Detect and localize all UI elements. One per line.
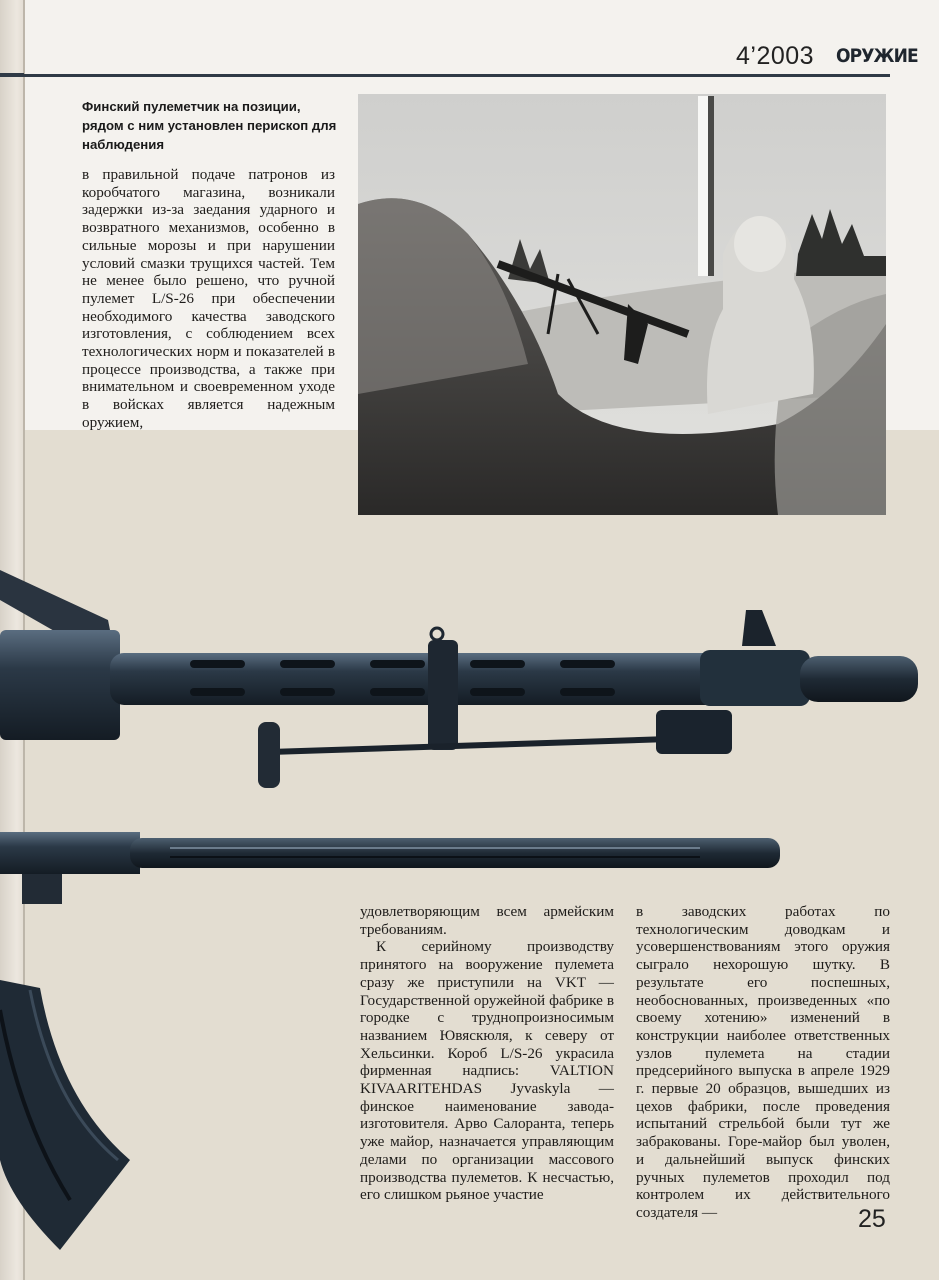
photo-caption: Финский пулеметчик на позиции, рядом с ним установлен перископ для наблюдения — [82, 99, 337, 152]
header-rule — [0, 74, 890, 77]
spare-barrel — [0, 832, 780, 904]
col2-text-2: К серийному производству принятого на вооружение пулемета сразу же приступили на VKT — Государственной оружейной фабрике в городке с труднопроизносимым названием Ювяскюля, к северу от Хельсинки. Короб L/S-26 украсила фирменная надпись: VALTION KIVAARITEHDAS Jyvaskyla — финское наименование завода-изготовителя. Арво Салоранта, теперь уже майор, назначается управляющим делами по организации массового производства пулеметов. К несчастью, его слишком рьяное участие — [360, 938, 614, 1204]
box-magazine — [0, 980, 130, 1250]
col2-text-1: удовлетворяющим всем армейским требованиям. — [360, 903, 614, 938]
col3-text: в заводских работах по технологическим доводкам и усовершенствованиям этого оружия сыграло нехорошую шутку. В результате его поспешных, необоснованных, произведенных «по своему хотению» изменений в конструкции наиболее ответственных узлов пулемета на стадии предсерийного выпуска в апреле 1929 г. первые 20 образцов, вышедших из цехов фабрики, после проведения испытаний стрельбой были тут же забракованы. Горе-майор был уволен, и дальнейший выпуск финских ручных пулеметов проходил под контролем их действительного создателя — — [636, 903, 890, 1221]
article-column-3 — [636, 903, 890, 1222]
article-column-1 — [82, 166, 335, 432]
machine-gun-assembly — [0, 570, 918, 788]
col1-text: в правильной подаче патронов из коробчатого магазина, возникали задержки из-за заедания ударного и возвратного механизмов, особенно в сильные морозы и при нарушении условий смазки трущихся частей. Тем не менее было решено, что ручной пулемет L/S-26 при обеспечении необходимого качества заводского изготовления, с соблюдением всех технологических норм и показателей в процессе производства, а также при внимательном и своевременном уходе в войсках является надежным оружием, — [82, 166, 335, 431]
issue-number: 4’2003 — [736, 42, 815, 70]
magazine-logo: ОРУЖИЕ — [836, 45, 918, 67]
page-number: 25 — [858, 1205, 886, 1233]
article-column-2 — [360, 903, 614, 1204]
machine-gunner-photo — [358, 94, 886, 515]
